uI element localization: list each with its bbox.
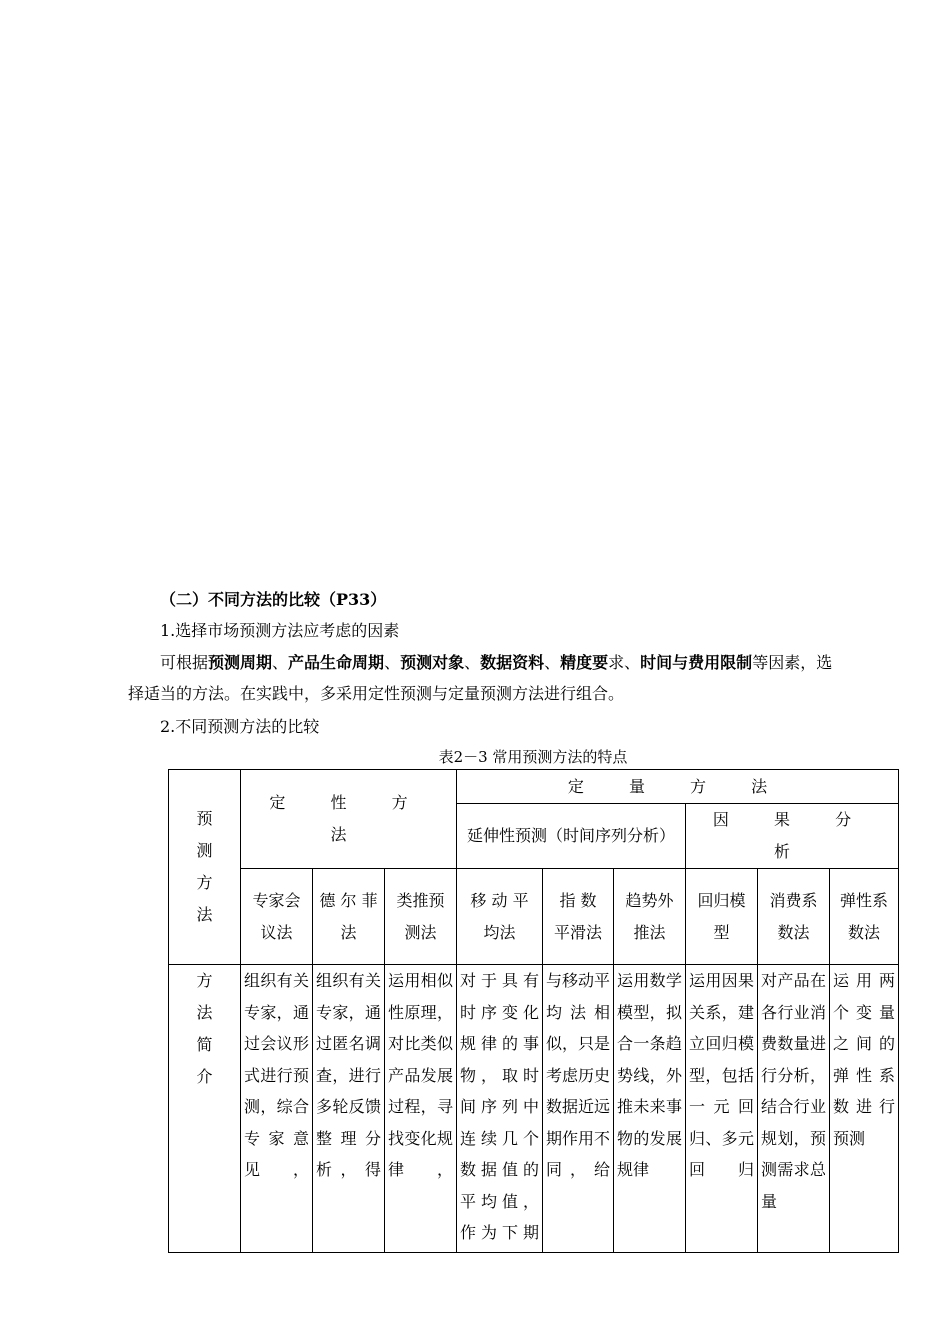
method-header: 专家会议法 [241, 869, 313, 965]
factor-3: 预测对象 [400, 653, 465, 672]
method-description: 组织有关专家，通过会议形式进行预测，综合专家意见， [241, 965, 313, 1253]
factor-1: 预测周期 [208, 653, 273, 672]
para-suffix: 等因素，选 [752, 653, 833, 672]
method-header: 移 动 平均法 [457, 869, 543, 965]
method-header: 弹性系数法 [830, 869, 899, 965]
row-header-description: 方法简介 [169, 965, 241, 1253]
methods-comparison-table [168, 769, 899, 1253]
qualitative-group-header: 定 性 方 法 [241, 770, 457, 869]
method-description: 运用因果关系，建立回归模型，包括一元回归、多元回归 [686, 965, 758, 1253]
method-description: 运用相似性原理，对比类似产品发展过程，寻找变化规律， [385, 965, 457, 1253]
factor-2: 产品生命周期 [288, 653, 385, 672]
para-prefix: 可根据 [160, 653, 209, 672]
method-description: 运用两个变量之间的弹性系数进行预测 [830, 965, 899, 1253]
method-header: 德 尔 菲 法 [313, 869, 385, 965]
method-description: 运用数学模型，拟合一条趋势线，外推未来事物的发展规律 [614, 965, 686, 1253]
factors-paragraph-line1: 可根据预测周期、产品生命周期、预测对象、数据资料、精度要求、时间与费用限制等因素，选 [160, 653, 833, 672]
method-description: 对产品在各行业消费数量进行分析，结合行业规划，预测需求总量 [758, 965, 830, 1253]
table-caption: 表2－3 常用预测方法的特点 [438, 748, 628, 766]
subheading-factors: 1.选择市场预测方法应考虑的因素 [160, 621, 400, 640]
row-header-methods: 预测方法 [169, 770, 241, 965]
method-description: 与移动平均法相似，只是考虑历史数据近远期作用不同，给 [543, 965, 614, 1253]
method-header: 趋势外推法 [614, 869, 686, 965]
factor-6: 时间与费用限制 [640, 653, 753, 672]
method-description: 对于具有时序变化规律的事物，取时间序列中连续几个数据值的平均值，作为下期 [457, 965, 543, 1253]
subheading-comparison: 2.不同预测方法的比较 [160, 717, 320, 736]
factor-5: 精度要 [560, 653, 609, 672]
causal-group-header: 因 果 分 析 [686, 804, 899, 869]
para-mid: 求、 [608, 653, 641, 672]
factors-paragraph-line2: 择适当的方法。在实践中，多采用定性预测与定量预测方法进行组合。 [128, 684, 625, 703]
factor-4: 数据资料 [480, 653, 545, 672]
method-header: 类推预测法 [385, 869, 457, 965]
quantitative-group-header: 定 量 方 法 [457, 770, 899, 804]
method-header: 消费系数法 [758, 869, 830, 965]
extension-group-header: 延伸性预测（时间序列分析） [457, 804, 686, 869]
method-header: 指 数 平滑法 [543, 869, 614, 965]
section-heading: （二）不同方法的比较（P33） [160, 590, 387, 609]
method-description: 组织有关专家，通过匿名调查，进行多轮反馈整理分析，得 [313, 965, 385, 1253]
method-header: 回归模型 [686, 869, 758, 965]
